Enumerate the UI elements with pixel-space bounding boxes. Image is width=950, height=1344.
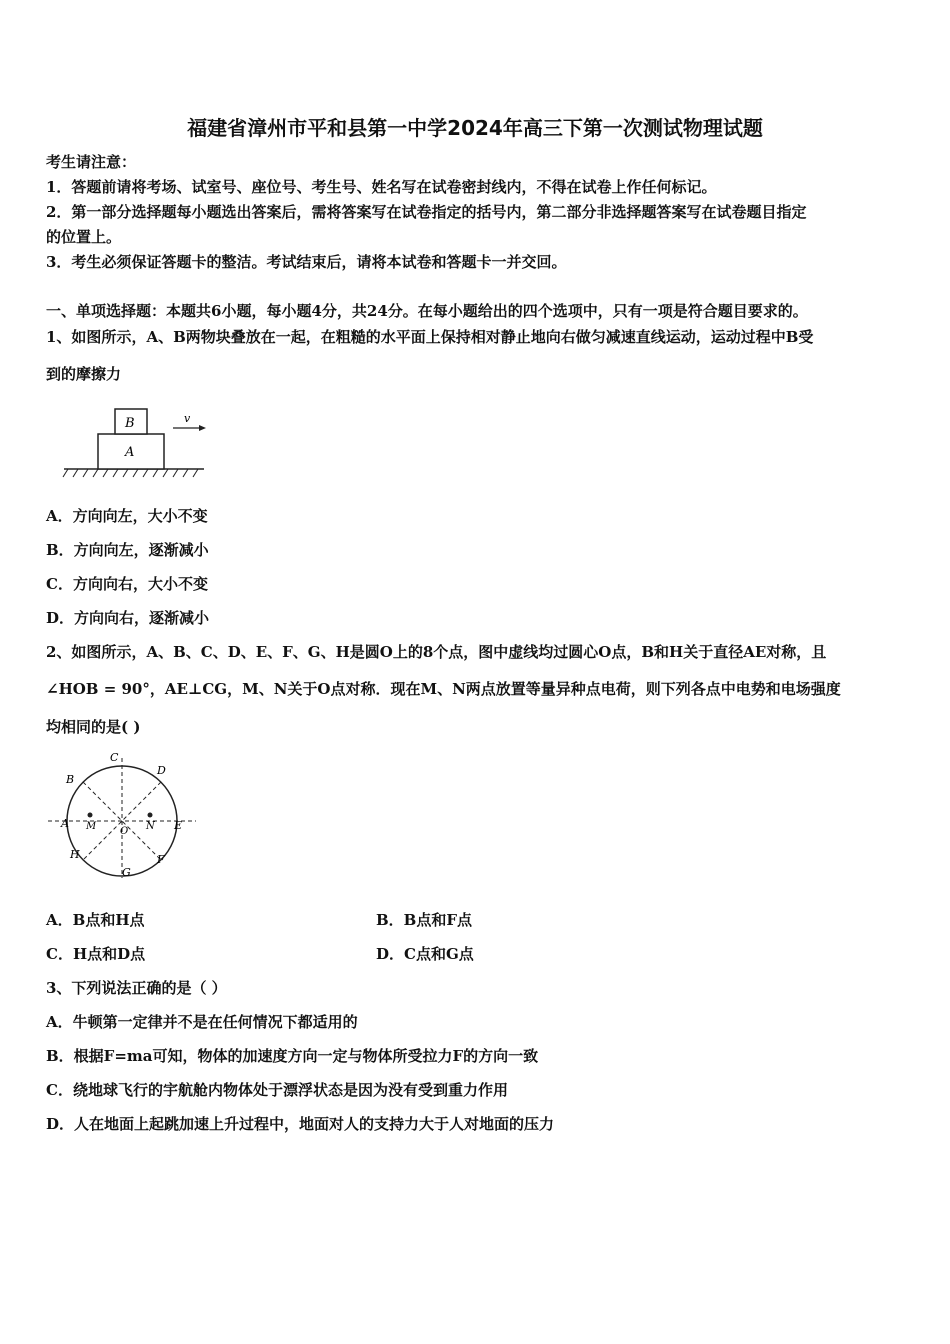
block-b-label: B: [125, 416, 135, 431]
notice-item-2: 2．第一部分选择题每小题选出答案后，需将答案写在试卷指定的括号内，第二部分非选择题答案写在试卷题目指定: [46, 203, 807, 221]
label-d: D: [157, 764, 166, 777]
section-heading: 一、单项选择题：本题共6小题，每小题4分，共24分。在每小题给出的四个选项中，只有一项是符合题目要求的。: [46, 302, 808, 320]
q2-option-a: A．B点和H点: [46, 911, 145, 929]
q3-stem: 3、下列说法正确的是（ ）: [46, 979, 227, 997]
label-f: F: [157, 853, 165, 866]
notice-item-1: 1．答题前请将考场、试室号、座位号、考生号、姓名写在试卷密封线内，不得在试卷上作任何标记。: [46, 178, 717, 196]
notice-item-2-cont: 的位置上。: [46, 228, 122, 246]
label-n: N: [146, 821, 155, 832]
q2-option-d: D．C点和G点: [376, 945, 474, 963]
page-title: 福建省漳州市平和县第一中学2024年高三下第一次测试物理试题: [187, 116, 763, 140]
charge-m: [88, 813, 93, 818]
label-m: M: [86, 821, 97, 832]
q2-figure: [44, 748, 204, 884]
velocity-label: v: [184, 412, 191, 425]
label-a: A: [61, 817, 69, 830]
label-c: C: [110, 751, 119, 764]
q1-option-a: A．方向向左，大小不变: [46, 507, 208, 525]
charge-n: [148, 813, 153, 818]
q1-stem-line2: 到的摩擦力: [46, 365, 122, 383]
q1-option-d: D．方向向右，逐渐减小: [46, 609, 210, 627]
q3-option-c: C．绕地球飞行的宇航舱内物体处于漂浮状态是因为没有受到重力作用: [46, 1081, 508, 1099]
q2-stem-line1: 2、如图所示，A、B、C、D、E、F、G、H是圆O上的8个点，图中虚线均过圆心O点，B和H关于直径AE对称，且: [46, 643, 827, 661]
block-a-label: A: [125, 445, 135, 460]
q3-option-a: A．牛顿第一定律并不是在任何情况下都适用的: [46, 1013, 358, 1031]
label-h: H: [70, 848, 80, 861]
q3-option-b: B．根据F=ma可知，物体的加速度方向一定与物体所受拉力F的方向一致: [46, 1047, 539, 1065]
label-g: G: [122, 866, 131, 879]
label-o: O: [120, 826, 129, 837]
q1-option-c: C．方向向右，大小不变: [46, 575, 208, 593]
q1-option-b: B．方向向左，逐渐减小: [46, 541, 209, 559]
q2-stem-line3: 均相同的是( ): [46, 718, 141, 736]
q2-option-b: B．B点和F点: [376, 911, 473, 929]
notice-heading: 考生请注意：: [46, 153, 137, 171]
label-b: B: [66, 773, 75, 786]
q1-stem-line1: 1、如图所示，A、B两物块叠放在一起，在粗糙的水平面上保持相对静止地向右做匀减速直线运动，运动过程中B受: [46, 328, 814, 346]
label-e: E: [174, 819, 183, 832]
q2-stem-line2: ∠HOB = 90°，AE⊥CG，M、N关于O点对称．现在M、N两点放置等量异种点电荷，则下列各点中电势和电场强度: [46, 680, 841, 698]
q1-figure: [60, 402, 210, 486]
notice-item-3: 3．考生必须保证答题卡的整洁。考试结束后，请将本试卷和答题卡一并交回。: [46, 253, 567, 271]
q3-option-d: D．人在地面上起跳加速上升过程中，地面对人的支持力大于人对地面的压力: [46, 1115, 555, 1133]
q2-option-c: C．H点和D点: [46, 945, 146, 963]
